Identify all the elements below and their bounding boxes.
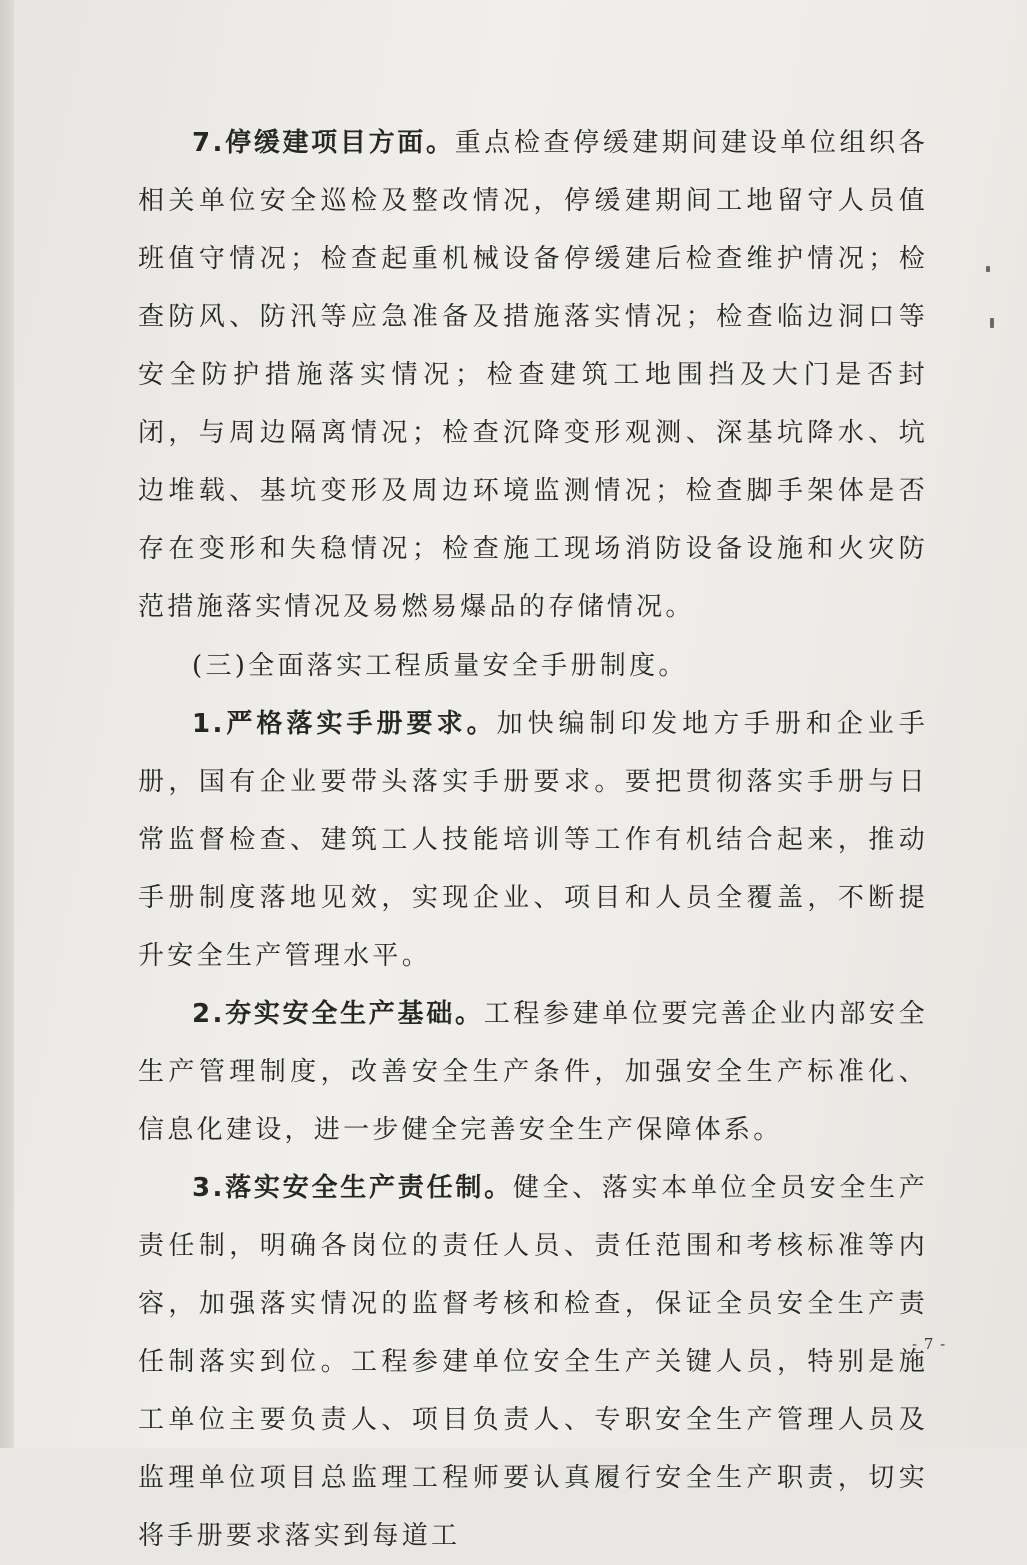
paragraph-lead: 7.停缓建项目方面。 — [192, 128, 455, 158]
paper-speck — [986, 266, 990, 272]
paragraph-stalled-projects — [138, 114, 928, 636]
paragraph-text: 重点检查停缓建期间建设单位组织各相关单位安全巡检及整改情况，停缓建期间工地留守人员值班值守情况；检查起重机械设备停缓建后检查维护情况；检查防风、防汛等应急准备及措施落实情况；检查临边洞口等安全防护措施落实情况；检查建筑工地围挡及大门是否封闭，与周边隔离情况；检查沉降变形观测、深基坑降水、坑边堆载、基坑变形及周边环境监测情况；检查脚手架体是否存在变形和失稳情况；检查施工现场消防设备设施和火灾防范措施落实情况及易燃易爆品的存储情况。 — [138, 128, 928, 622]
paragraph-text: 工程参建单位要完善企业内部安全生产管理制度，改善安全生产条件，加强安全生产标准化、信息化建设，进一步健全完善安全生产保障体系。 — [138, 999, 928, 1145]
paragraph-lead: 1.严格落实手册要求。 — [192, 709, 497, 739]
paragraph-responsibility-system — [138, 1159, 928, 1565]
paragraph-lead: 3.落实安全生产责任制。 — [192, 1173, 513, 1203]
paragraph-lead: 2.夯实安全生产基础。 — [192, 999, 484, 1029]
paragraph-text: 加快编制印发地方手册和企业手册，国有企业要带头落实手册要求。要把贯彻落实手册与日常监督检查、建筑工人技能培训等工作有机结合起来，推动手册制度落地见效，实现企业、项目和人员全覆盖，不断提升安全生产管理水平。 — [138, 709, 928, 971]
page-edge-shadow — [0, 0, 14, 1448]
paragraph-text: 健全、落实本单位全员安全生产责任制，明确各岗位的责任人员、责任范围和考核标准等内容，加强落实情况的监督考核和检查，保证全员安全生产责任制落实到位。工程参建单位安全生产关键人员，特别是施工单位主要负责人、项目负责人、专职安全生产管理人员及监理单位项目总监理工程师要认真履行安全生产职责，切实将手册要求落实到每道工 — [138, 1173, 928, 1551]
paragraph-manual-requirements — [138, 695, 928, 985]
page-number: - 7 - — [912, 1335, 947, 1353]
document-body — [138, 114, 928, 1565]
section-heading — [138, 637, 928, 695]
paragraph-safety-foundation — [138, 985, 928, 1159]
paper-speck — [990, 318, 994, 328]
section-heading-text: (三)全面落实工程质量安全手册制度。 — [192, 651, 688, 681]
